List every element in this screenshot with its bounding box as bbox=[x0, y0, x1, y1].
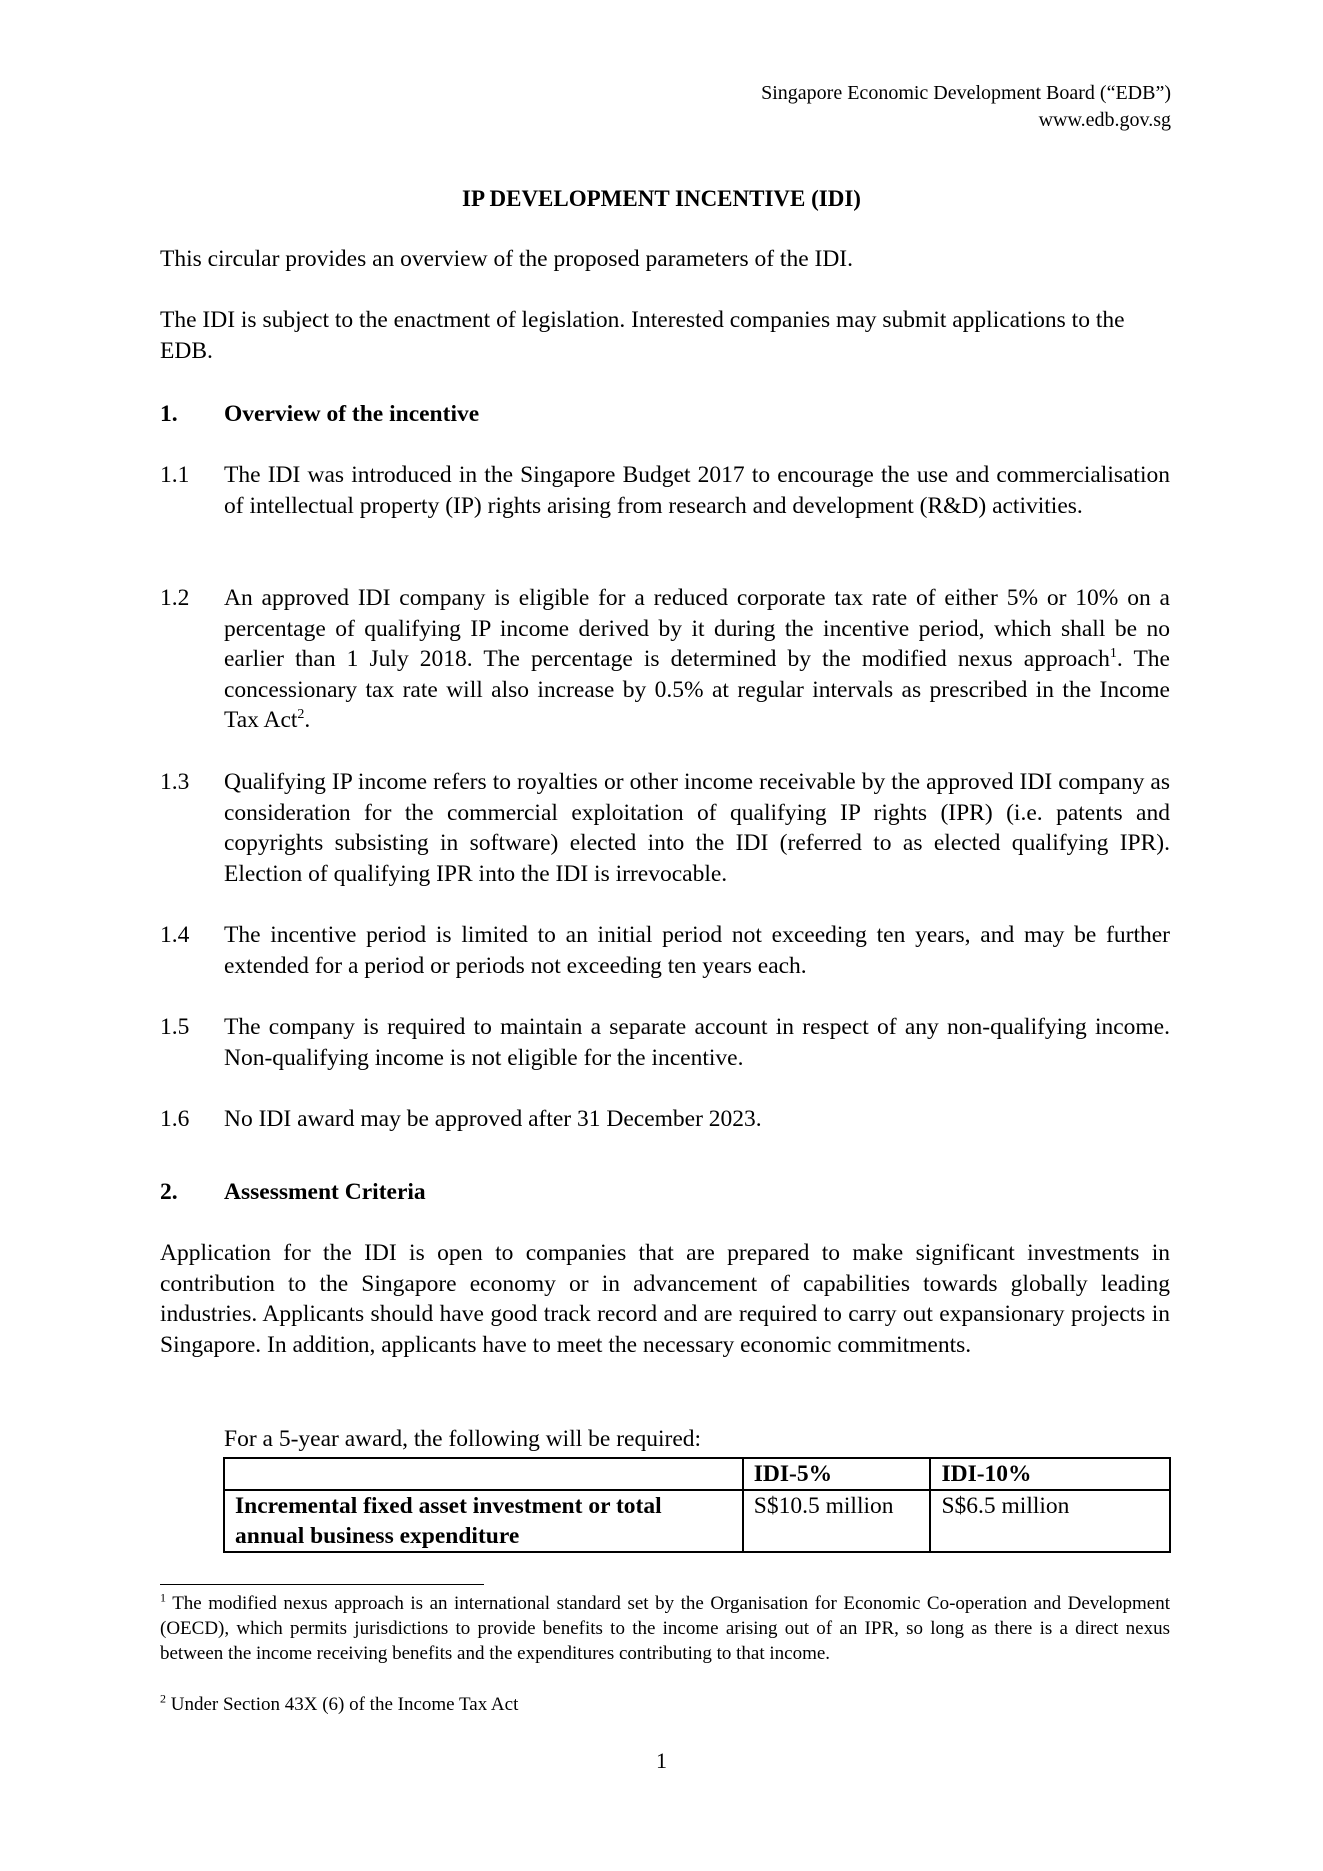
footnote-text: Under Section 43X (6) of the Income Tax Act bbox=[170, 1694, 519, 1715]
clause-number: 1.2 bbox=[160, 585, 190, 611]
footnote-1 bbox=[160, 1591, 1170, 1666]
clause-text-part: . bbox=[304, 707, 311, 733]
page-number: 1 bbox=[656, 1748, 667, 1773]
footnote-text: The modified nexus approach is an international standard set by the Organisation for Economic Co-operation and Development (OECD), which permits jurisdictions to provide benefits to the income arising out of an IPR, so long as there is a direct nexus between the income receiving benefits and the expenditures contributing to that income. bbox=[160, 1593, 1170, 1664]
section-title: Assessment Criteria bbox=[224, 1179, 426, 1205]
row-label: Incremental fixed asset investment or total annual business expenditure bbox=[224, 1490, 743, 1552]
intro-paragraph-2: The IDI is subject to the enactment of legislation. Interested companies may submit applications to the EDB. bbox=[160, 307, 1125, 364]
clause-text bbox=[224, 583, 1170, 736]
clause-text: The incentive period is limited to an initial period not exceeding ten years, and may be further extended for a period or periods not exceeding ten years each. bbox=[224, 922, 1170, 979]
requirements-intro: For a 5-year award, the following will be required: bbox=[224, 1426, 702, 1452]
clause-1-3 bbox=[160, 767, 1170, 889]
clause-number: 1.1 bbox=[160, 462, 190, 488]
footnote-ref[interactable]: 2 bbox=[297, 707, 305, 723]
footnote-number: 2 bbox=[160, 1691, 166, 1706]
column-header-idi-5: IDI-5% bbox=[743, 1458, 931, 1490]
table-corner-cell bbox=[224, 1458, 743, 1490]
document-title: IP DEVELOPMENT INCENTIVE (IDI) bbox=[462, 186, 861, 211]
clause-1-1 bbox=[160, 460, 1170, 521]
clause-number: 1.3 bbox=[160, 769, 190, 795]
section-number: 2. bbox=[160, 1179, 178, 1205]
section-1-heading bbox=[160, 399, 479, 429]
clause-text: The company is required to maintain a separate account in respect of any non-qualifying income. Non-qualifying income is not eligible for the incentive. bbox=[224, 1014, 1170, 1071]
section-title: Overview of the incentive bbox=[224, 401, 480, 427]
clause-text: No IDI award may be approved after 31 December 2023. bbox=[224, 1106, 762, 1132]
clause-text-part: . The concessionary tax rate will also increase by 0.5% at regular intervals as prescribed in the Income Tax Act bbox=[224, 646, 1170, 733]
clause-text: The IDI was introduced in the Singapore Budget 2017 to encourage the use and commercialisation of intellectual property (IP) rights arising from research and development (R&D) activities. bbox=[224, 462, 1170, 519]
requirements-table bbox=[223, 1457, 1171, 1553]
clause-number: 1.4 bbox=[160, 922, 190, 948]
footnote-divider bbox=[160, 1584, 484, 1585]
section-number: 1. bbox=[160, 401, 178, 427]
table-row bbox=[224, 1490, 1170, 1552]
letterhead bbox=[761, 80, 1171, 134]
clause-number: 1.6 bbox=[160, 1106, 190, 1132]
clause-1-6 bbox=[160, 1104, 1170, 1135]
assessment-paragraph: Application for the IDI is open to companies that are prepared to make significant investments in contribution to the Singapore economy or in advancement of capabilities towards globally leading industries. Applicants should have good track record and are required to carry out expansionary projects in Singapore. In addition, applicants have to meet the necessary economic commitments. bbox=[160, 1240, 1170, 1358]
intro-paragraph-1: This circular provides an overview of the proposed parameters of the IDI. bbox=[160, 246, 853, 272]
column-header-idi-10: IDI-10% bbox=[930, 1458, 1170, 1490]
clause-text-part: An approved IDI company is eligible for a reduced corporate tax rate of either 5% or 10% on a percentage of qualifying IP income derived by it during the incentive period, which shall be no earlier than 1 July 2018. The percentage is determined by the modified nexus approach bbox=[224, 585, 1170, 672]
clause-1-4 bbox=[160, 920, 1170, 981]
table-header-row bbox=[224, 1458, 1170, 1490]
clause-1-5 bbox=[160, 1012, 1170, 1073]
clause-number: 1.5 bbox=[160, 1014, 190, 1040]
footnote-ref[interactable]: 1 bbox=[1109, 646, 1117, 662]
clause-text: Qualifying IP income refers to royalties or other income receivable by the approved IDI company as consideration for the commercial exploitation of qualifying IP rights (IPR) (i.e. patents and copyrights subsisting in software) elected into the IDI (referred to as elected qualifying IPR). Election of qualifying IPR into the IDI is irrevocable. bbox=[224, 769, 1170, 887]
clause-1-2 bbox=[160, 583, 1170, 736]
section-2-heading bbox=[160, 1177, 426, 1207]
footnote-2 bbox=[160, 1692, 1170, 1717]
value-idi-5: S$10.5 million bbox=[743, 1490, 931, 1552]
value-idi-10: S$6.5 million bbox=[930, 1490, 1170, 1552]
website-url: www.edb.gov.sg bbox=[1038, 109, 1171, 131]
footnote-number: 1 bbox=[160, 1590, 166, 1605]
organisation-name: Singapore Economic Development Board (“EDB”) bbox=[761, 82, 1171, 104]
